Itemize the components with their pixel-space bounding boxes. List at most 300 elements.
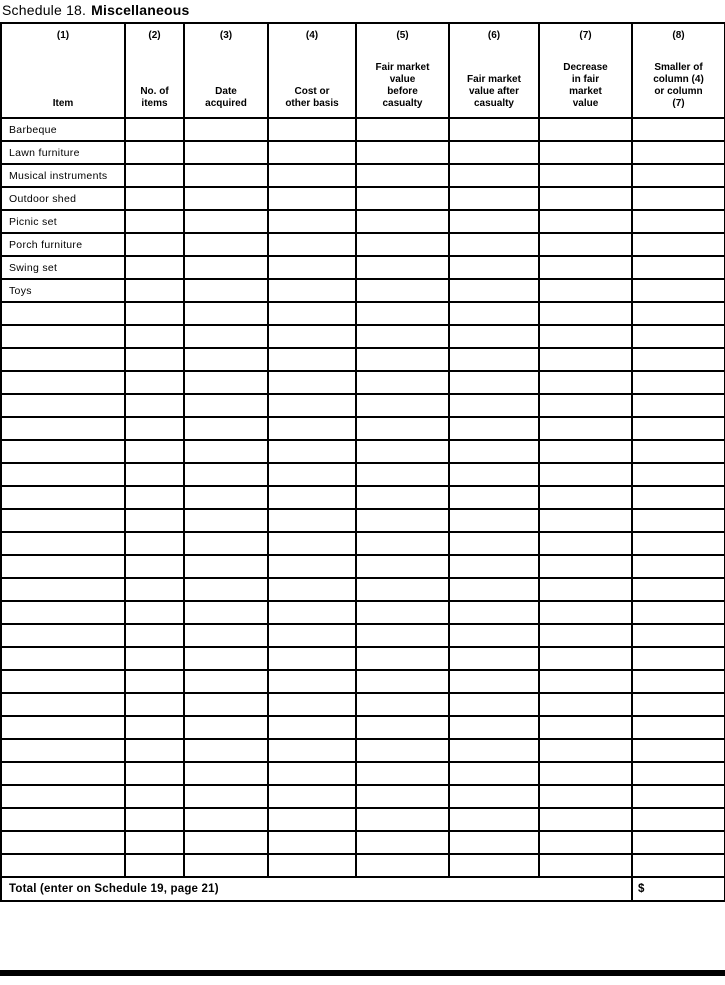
- entry-cell[interactable]: [268, 601, 356, 624]
- entry-cell[interactable]: [268, 831, 356, 854]
- entry-cell[interactable]: [268, 624, 356, 647]
- entry-cell[interactable]: [268, 486, 356, 509]
- entry-cell[interactable]: [449, 210, 539, 233]
- entry-cell[interactable]: [268, 394, 356, 417]
- column-number: (2): [148, 30, 161, 41]
- item-entry-cell[interactable]: [1, 762, 125, 785]
- entry-cell[interactable]: [356, 187, 449, 210]
- entry-cell[interactable]: [539, 371, 632, 394]
- entry-cell[interactable]: [184, 532, 268, 555]
- entry-cell[interactable]: [539, 348, 632, 371]
- entry-cell[interactable]: [125, 325, 184, 348]
- entry-cell[interactable]: [632, 555, 725, 578]
- entry-cell[interactable]: [268, 555, 356, 578]
- entry-cell[interactable]: [449, 647, 539, 670]
- entry-cell[interactable]: [268, 348, 356, 371]
- entry-cell[interactable]: [184, 762, 268, 785]
- entry-cell[interactable]: [632, 325, 725, 348]
- item-entry-cell[interactable]: [1, 417, 125, 440]
- entry-cell[interactable]: [356, 739, 449, 762]
- entry-cell[interactable]: [268, 532, 356, 555]
- entry-cell[interactable]: [268, 785, 356, 808]
- column-header-6: [449, 23, 539, 118]
- entry-cell[interactable]: [268, 440, 356, 463]
- entry-cell[interactable]: [356, 463, 449, 486]
- entry-cell[interactable]: [632, 210, 725, 233]
- entry-cell[interactable]: [125, 555, 184, 578]
- item-entry-cell[interactable]: [1, 555, 125, 578]
- entry-cell[interactable]: [184, 187, 268, 210]
- entry-cell[interactable]: [539, 601, 632, 624]
- entry-cell[interactable]: [539, 118, 632, 141]
- entry-cell[interactable]: [356, 371, 449, 394]
- entry-cell[interactable]: [356, 233, 449, 256]
- entry-cell[interactable]: [356, 302, 449, 325]
- entry-cell[interactable]: [268, 325, 356, 348]
- entry-cell[interactable]: [184, 578, 268, 601]
- item-entry-cell[interactable]: [1, 647, 125, 670]
- entry-cell[interactable]: [632, 187, 725, 210]
- entry-cell[interactable]: [356, 348, 449, 371]
- item-entry-cell[interactable]: [1, 348, 125, 371]
- table-row: [1, 647, 725, 670]
- entry-cell[interactable]: [539, 141, 632, 164]
- item-entry-cell[interactable]: [1, 371, 125, 394]
- entry-cell[interactable]: [449, 348, 539, 371]
- entry-cell[interactable]: [125, 509, 184, 532]
- entry-cell[interactable]: [539, 785, 632, 808]
- entry-cell[interactable]: [125, 348, 184, 371]
- item-entry-cell[interactable]: [1, 486, 125, 509]
- entry-cell[interactable]: [449, 716, 539, 739]
- entry-cell[interactable]: [539, 210, 632, 233]
- entry-cell[interactable]: [268, 463, 356, 486]
- entry-cell[interactable]: [184, 302, 268, 325]
- entry-cell[interactable]: [125, 831, 184, 854]
- entry-cell[interactable]: [184, 647, 268, 670]
- entry-cell[interactable]: [449, 279, 539, 302]
- item-entry-cell[interactable]: [1, 854, 125, 877]
- entry-cell[interactable]: [356, 118, 449, 141]
- entry-cell[interactable]: [356, 164, 449, 187]
- entry-cell[interactable]: [539, 440, 632, 463]
- entry-cell[interactable]: [125, 256, 184, 279]
- entry-cell[interactable]: [632, 670, 725, 693]
- entry-cell[interactable]: [539, 233, 632, 256]
- entry-cell[interactable]: [125, 210, 184, 233]
- entry-cell[interactable]: [539, 486, 632, 509]
- item-entry-cell[interactable]: [1, 463, 125, 486]
- entry-cell[interactable]: [632, 141, 725, 164]
- entry-cell[interactable]: [356, 693, 449, 716]
- entry-cell[interactable]: [356, 440, 449, 463]
- item-entry-cell[interactable]: [1, 578, 125, 601]
- column-number: (1): [56, 30, 70, 41]
- entry-cell[interactable]: [356, 831, 449, 854]
- entry-cell[interactable]: [539, 256, 632, 279]
- item-entry-cell[interactable]: [1, 509, 125, 532]
- entry-cell[interactable]: [539, 854, 632, 877]
- entry-cell[interactable]: [539, 164, 632, 187]
- entry-cell[interactable]: [539, 831, 632, 854]
- item-entry-cell[interactable]: [1, 532, 125, 555]
- table-row: [1, 578, 725, 601]
- entry-cell[interactable]: [184, 256, 268, 279]
- entry-cell[interactable]: [539, 325, 632, 348]
- entry-cell[interactable]: [632, 601, 725, 624]
- entry-cell[interactable]: [125, 647, 184, 670]
- entry-cell[interactable]: [268, 808, 356, 831]
- entry-cell[interactable]: [539, 624, 632, 647]
- entry-cell[interactable]: [184, 624, 268, 647]
- table-row: [1, 417, 725, 440]
- entry-cell[interactable]: [268, 578, 356, 601]
- item-entry-cell[interactable]: [1, 440, 125, 463]
- item-entry-cell[interactable]: [1, 302, 125, 325]
- entry-cell[interactable]: [632, 785, 725, 808]
- entry-cell[interactable]: [125, 463, 184, 486]
- entry-cell[interactable]: [632, 693, 725, 716]
- entry-cell[interactable]: [449, 693, 539, 716]
- table-row: [1, 371, 725, 394]
- entry-cell[interactable]: [539, 716, 632, 739]
- entry-cell[interactable]: [125, 118, 184, 141]
- bottom-rule: [0, 970, 725, 976]
- item-cell: Barbeque: [1, 118, 125, 141]
- entry-cell[interactable]: [268, 279, 356, 302]
- table-row: [1, 302, 725, 325]
- entry-cell[interactable]: [449, 164, 539, 187]
- entry-cell[interactable]: [539, 187, 632, 210]
- entry-cell[interactable]: [539, 739, 632, 762]
- table-row: [1, 532, 725, 555]
- entry-cell[interactable]: [356, 486, 449, 509]
- entry-cell[interactable]: [184, 555, 268, 578]
- entry-cell[interactable]: [184, 141, 268, 164]
- entry-cell[interactable]: [356, 785, 449, 808]
- entry-cell[interactable]: [184, 601, 268, 624]
- entry-cell[interactable]: [632, 532, 725, 555]
- entry-cell[interactable]: [632, 831, 725, 854]
- entry-cell[interactable]: [356, 325, 449, 348]
- entry-cell[interactable]: [632, 302, 725, 325]
- entry-cell[interactable]: [449, 854, 539, 877]
- table-row: [1, 118, 725, 141]
- entry-cell[interactable]: [184, 670, 268, 693]
- item-entry-cell[interactable]: [1, 693, 125, 716]
- entry-cell[interactable]: [184, 831, 268, 854]
- item-cell: Swing set: [1, 256, 125, 279]
- item-entry-cell[interactable]: [1, 785, 125, 808]
- entry-cell[interactable]: [184, 785, 268, 808]
- entry-cell[interactable]: [449, 325, 539, 348]
- column-number: (4): [305, 30, 319, 41]
- entry-cell[interactable]: [449, 601, 539, 624]
- entry-cell[interactable]: [268, 210, 356, 233]
- table-row: [1, 831, 725, 854]
- entry-cell[interactable]: [125, 417, 184, 440]
- entry-cell[interactable]: [632, 463, 725, 486]
- entry-cell[interactable]: [356, 578, 449, 601]
- entry-cell[interactable]: [632, 256, 725, 279]
- entry-cell[interactable]: [268, 509, 356, 532]
- entry-cell[interactable]: [184, 854, 268, 877]
- entry-cell[interactable]: [449, 785, 539, 808]
- entry-cell[interactable]: [356, 555, 449, 578]
- entry-cell[interactable]: [268, 164, 356, 187]
- entry-cell[interactable]: [449, 509, 539, 532]
- entry-cell[interactable]: [449, 417, 539, 440]
- table-row: [1, 808, 725, 831]
- entry-cell[interactable]: [184, 325, 268, 348]
- entry-cell[interactable]: [449, 532, 539, 555]
- entry-cell[interactable]: [268, 670, 356, 693]
- entry-cell[interactable]: [125, 279, 184, 302]
- entry-cell[interactable]: [125, 141, 184, 164]
- entry-cell[interactable]: [268, 854, 356, 877]
- item-entry-cell[interactable]: [1, 808, 125, 831]
- entry-cell[interactable]: [356, 394, 449, 417]
- table-row: [1, 509, 725, 532]
- entry-cell[interactable]: [356, 854, 449, 877]
- entry-cell[interactable]: [632, 440, 725, 463]
- table-row: [1, 624, 725, 647]
- entry-cell[interactable]: [632, 578, 725, 601]
- entry-cell[interactable]: [125, 187, 184, 210]
- total-amount-cell[interactable]: [632, 877, 725, 901]
- entry-cell[interactable]: [632, 486, 725, 509]
- entry-cell[interactable]: [125, 693, 184, 716]
- entry-cell[interactable]: [184, 693, 268, 716]
- entry-cell[interactable]: [632, 509, 725, 532]
- entry-cell[interactable]: [184, 716, 268, 739]
- entry-cell[interactable]: [449, 762, 539, 785]
- entry-cell[interactable]: [632, 118, 725, 141]
- entry-cell[interactable]: [539, 417, 632, 440]
- entry-cell[interactable]: [184, 739, 268, 762]
- entry-cell[interactable]: [449, 578, 539, 601]
- column-header-4: [268, 23, 356, 118]
- entry-cell[interactable]: [184, 440, 268, 463]
- entry-cell[interactable]: [356, 141, 449, 164]
- table-row: [1, 739, 725, 762]
- entry-cell[interactable]: [125, 601, 184, 624]
- entry-cell[interactable]: [184, 279, 268, 302]
- entry-cell[interactable]: [125, 302, 184, 325]
- entry-cell[interactable]: [268, 233, 356, 256]
- entry-cell[interactable]: [539, 670, 632, 693]
- entry-cell[interactable]: [356, 670, 449, 693]
- entry-cell[interactable]: [449, 739, 539, 762]
- entry-cell[interactable]: [356, 256, 449, 279]
- entry-cell[interactable]: [632, 739, 725, 762]
- table-row: [1, 348, 725, 371]
- entry-cell[interactable]: [632, 716, 725, 739]
- item-entry-cell[interactable]: [1, 624, 125, 647]
- entry-cell[interactable]: [449, 371, 539, 394]
- column-label: Date acquired: [205, 86, 247, 109]
- entry-cell[interactable]: [125, 233, 184, 256]
- entry-cell[interactable]: [449, 187, 539, 210]
- column-number: (8): [672, 30, 685, 41]
- entry-cell[interactable]: [125, 532, 184, 555]
- entry-cell[interactable]: [449, 118, 539, 141]
- entry-cell[interactable]: [539, 463, 632, 486]
- entry-cell[interactable]: [268, 716, 356, 739]
- item-entry-cell[interactable]: [1, 716, 125, 739]
- entry-cell[interactable]: [184, 394, 268, 417]
- entry-cell[interactable]: [184, 808, 268, 831]
- header-row: [1, 23, 725, 118]
- entry-cell[interactable]: [125, 785, 184, 808]
- item-entry-cell[interactable]: [1, 739, 125, 762]
- entry-cell[interactable]: [125, 808, 184, 831]
- entry-cell[interactable]: [632, 647, 725, 670]
- entry-cell[interactable]: [125, 762, 184, 785]
- entry-cell[interactable]: [184, 371, 268, 394]
- entry-cell[interactable]: [125, 578, 184, 601]
- entry-cell[interactable]: [449, 440, 539, 463]
- entry-cell[interactable]: [632, 394, 725, 417]
- entry-cell[interactable]: [268, 647, 356, 670]
- table-row: [1, 325, 725, 348]
- entry-cell[interactable]: [449, 624, 539, 647]
- entry-cell[interactable]: [632, 624, 725, 647]
- item-cell: Musical instruments: [1, 164, 125, 187]
- entry-cell[interactable]: [184, 164, 268, 187]
- entry-cell[interactable]: [356, 509, 449, 532]
- entry-cell[interactable]: [449, 141, 539, 164]
- entry-cell[interactable]: [449, 394, 539, 417]
- entry-cell[interactable]: [356, 417, 449, 440]
- table-row: [1, 716, 725, 739]
- entry-cell[interactable]: [449, 808, 539, 831]
- entry-cell[interactable]: [539, 394, 632, 417]
- entry-cell[interactable]: [356, 808, 449, 831]
- entry-cell[interactable]: [539, 808, 632, 831]
- entry-cell[interactable]: [184, 463, 268, 486]
- entry-cell[interactable]: [184, 486, 268, 509]
- entry-cell[interactable]: [268, 141, 356, 164]
- entry-cell[interactable]: [356, 210, 449, 233]
- entry-cell[interactable]: [184, 417, 268, 440]
- table-row: [1, 670, 725, 693]
- entry-cell[interactable]: [632, 164, 725, 187]
- table-row: [1, 141, 725, 164]
- entry-cell[interactable]: [125, 670, 184, 693]
- entry-cell[interactable]: [449, 302, 539, 325]
- entry-cell[interactable]: [539, 762, 632, 785]
- entry-cell[interactable]: [184, 233, 268, 256]
- item-cell: Outdoor shed: [1, 187, 125, 210]
- entry-cell[interactable]: [268, 739, 356, 762]
- entry-cell[interactable]: [184, 210, 268, 233]
- entry-cell[interactable]: [449, 555, 539, 578]
- entry-cell[interactable]: [125, 164, 184, 187]
- column-header-1: [1, 23, 125, 118]
- table-row: [1, 555, 725, 578]
- entry-cell[interactable]: [449, 256, 539, 279]
- table-row: [1, 440, 725, 463]
- entry-cell[interactable]: [539, 279, 632, 302]
- entry-cell[interactable]: [632, 279, 725, 302]
- entry-cell[interactable]: [449, 463, 539, 486]
- entry-cell[interactable]: [356, 716, 449, 739]
- entry-cell[interactable]: [125, 854, 184, 877]
- entry-cell[interactable]: [268, 187, 356, 210]
- entry-cell[interactable]: [632, 854, 725, 877]
- miscellaneous-table: [0, 22, 725, 902]
- column-number: (3): [219, 30, 233, 41]
- entry-cell[interactable]: [125, 394, 184, 417]
- entry-cell[interactable]: [356, 279, 449, 302]
- entry-cell[interactable]: [449, 831, 539, 854]
- entry-cell[interactable]: [125, 624, 184, 647]
- entry-cell[interactable]: [632, 808, 725, 831]
- entry-cell[interactable]: [268, 302, 356, 325]
- entry-cell[interactable]: [632, 233, 725, 256]
- entry-cell[interactable]: [268, 256, 356, 279]
- entry-cell[interactable]: [184, 118, 268, 141]
- item-entry-cell[interactable]: [1, 394, 125, 417]
- entry-cell[interactable]: [268, 762, 356, 785]
- entry-cell[interactable]: [449, 486, 539, 509]
- entry-cell[interactable]: [268, 371, 356, 394]
- entry-cell[interactable]: [539, 532, 632, 555]
- entry-cell[interactable]: [632, 417, 725, 440]
- column-header-5: [356, 23, 449, 118]
- entry-cell[interactable]: [539, 555, 632, 578]
- entry-cell[interactable]: [539, 509, 632, 532]
- entry-cell[interactable]: [539, 578, 632, 601]
- entry-cell[interactable]: [539, 647, 632, 670]
- entry-cell[interactable]: [356, 532, 449, 555]
- entry-cell[interactable]: [125, 716, 184, 739]
- entry-cell[interactable]: [184, 348, 268, 371]
- column-label: Cost or other basis: [285, 86, 339, 109]
- column-label: Decrease in fair market value: [563, 62, 608, 109]
- entry-cell[interactable]: [632, 762, 725, 785]
- entry-cell[interactable]: [449, 670, 539, 693]
- entry-cell[interactable]: [125, 440, 184, 463]
- table-row: [1, 187, 725, 210]
- table-row: [1, 394, 725, 417]
- entry-cell[interactable]: [356, 601, 449, 624]
- item-entry-cell[interactable]: [1, 670, 125, 693]
- entry-cell[interactable]: [268, 118, 356, 141]
- entry-cell[interactable]: [356, 647, 449, 670]
- entry-cell[interactable]: [632, 371, 725, 394]
- entry-cell[interactable]: [539, 302, 632, 325]
- entry-cell[interactable]: [125, 739, 184, 762]
- entry-cell[interactable]: [356, 624, 449, 647]
- entry-cell[interactable]: [449, 233, 539, 256]
- column-header-2: [125, 23, 184, 118]
- entry-cell[interactable]: [184, 509, 268, 532]
- entry-cell[interactable]: [539, 693, 632, 716]
- item-entry-cell[interactable]: [1, 601, 125, 624]
- entry-cell[interactable]: [268, 417, 356, 440]
- column-number: (5): [396, 30, 409, 41]
- entry-cell[interactable]: [356, 762, 449, 785]
- item-entry-cell[interactable]: [1, 325, 125, 348]
- entry-cell[interactable]: [125, 371, 184, 394]
- entry-cell[interactable]: [125, 486, 184, 509]
- entry-cell[interactable]: [632, 348, 725, 371]
- item-entry-cell[interactable]: [1, 831, 125, 854]
- column-header-7: [539, 23, 632, 118]
- entry-cell[interactable]: [268, 693, 356, 716]
